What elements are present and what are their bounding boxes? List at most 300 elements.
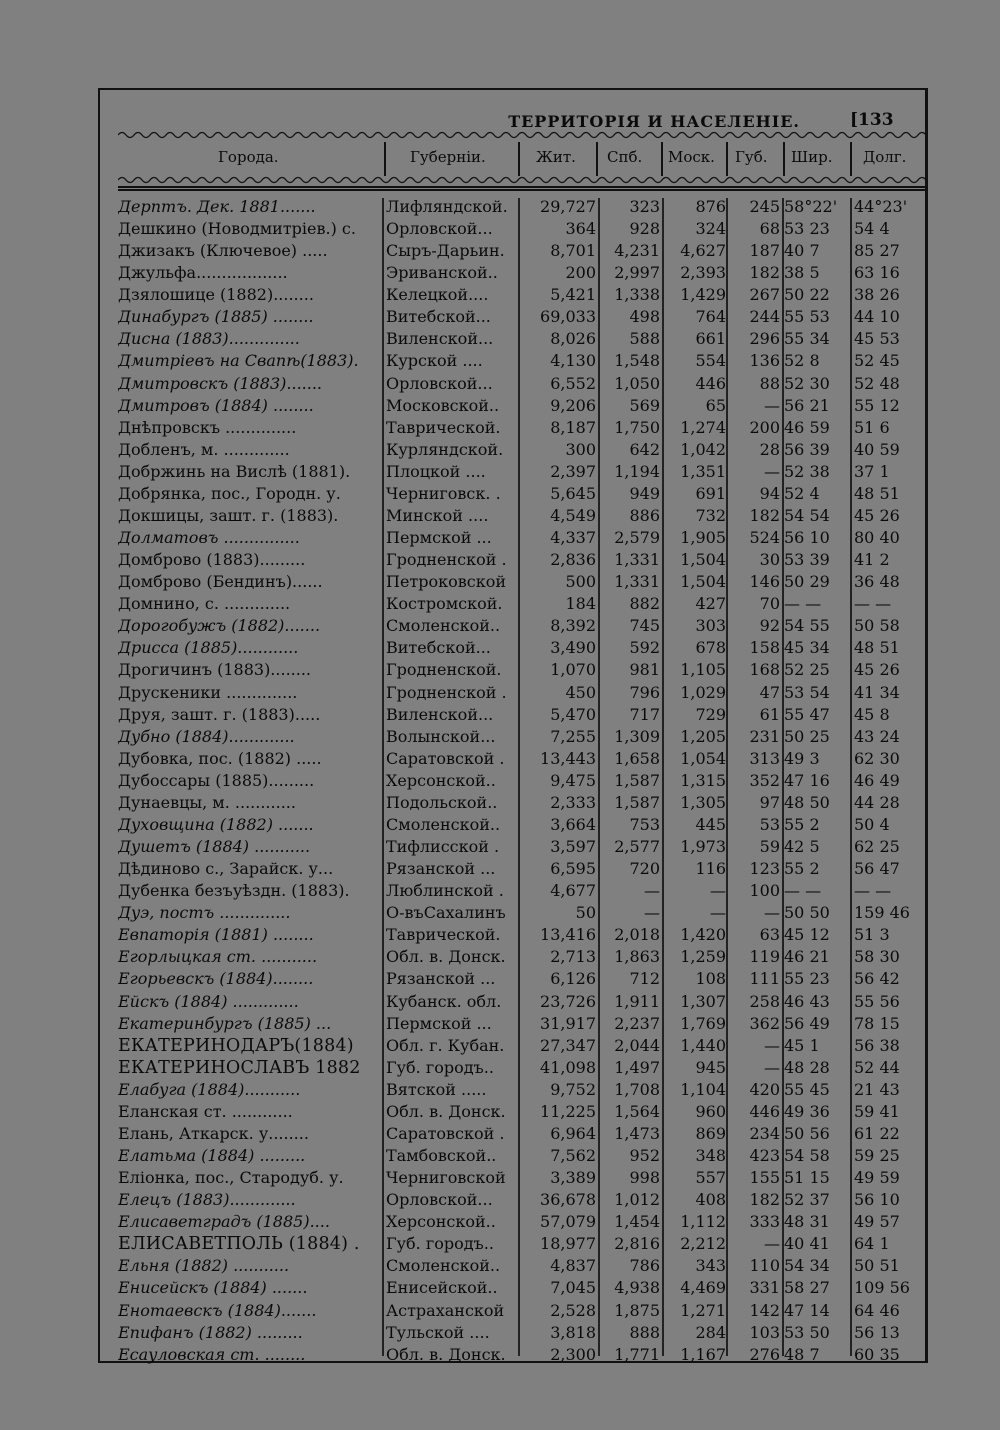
province-cell: Черниговск. . [386,483,501,503]
spb-distance-cell: 1,658 [614,748,660,768]
city-cell: Ейскъ (1884) ............. [118,991,299,1011]
population-cell: 36,678 [540,1190,596,1210]
province-cell: О-въСахалинъ [386,903,506,923]
longitude-cell: 64 1 [854,1234,890,1254]
province-cell: Саратовской . [386,1123,505,1143]
population-cell: 27,347 [540,1035,596,1055]
population-cell: 31,917 [540,1013,596,1033]
spb-distance-cell: 949 [629,483,660,503]
latitude-cell: 48 31 [784,1212,830,1232]
latitude-cell: 54 34 [784,1256,830,1276]
moscow-distance-cell: 116 [695,859,726,879]
table-row [100,968,930,990]
latitude-cell: 46 43 [784,991,830,1011]
table-row [100,1211,930,1233]
population-cell: 2,528 [550,1300,596,1320]
table-row [100,483,930,505]
moscow-distance-cell: 1,905 [680,528,726,548]
longitude-cell: 50 58 [854,616,900,636]
table-row [100,1013,930,1035]
province-cell: Астраханской [386,1300,505,1320]
longitude-cell: 54 4 [854,219,890,239]
longitude-cell: 40 59 [854,439,900,459]
latitude-cell: 46 59 [784,417,830,437]
longitude-cell: 48 51 [854,483,900,503]
moscow-distance-cell: 445 [695,814,726,834]
table-row [100,1123,930,1145]
province-cell: Черниговской [386,1168,506,1188]
population-cell: 8,701 [550,241,596,261]
moscow-distance-cell: 764 [695,307,726,327]
spb-distance-cell: 2,816 [614,1234,660,1254]
spb-distance-cell: 1,708 [614,1079,660,1099]
table-row [100,1189,930,1211]
population-cell: 57,079 [540,1212,596,1232]
gub-distance-cell: — [764,461,780,481]
gub-distance-cell: 28 [759,439,780,459]
moscow-distance-cell: 661 [695,329,726,349]
population-cell: 5,645 [550,483,596,503]
latitude-cell: 40 41 [784,1234,830,1254]
spb-distance-cell: 1,564 [614,1101,660,1121]
spb-distance-cell: 1,331 [614,572,660,592]
population-cell: 8,026 [550,329,596,349]
city-cell: Дмитріевъ на Свапѣ(1883). [118,351,359,371]
population-cell: 4,837 [550,1256,596,1276]
longitude-cell: 44 28 [854,792,900,812]
moscow-distance-cell: 1,054 [680,748,726,768]
province-cell: Люблинской . [386,881,504,901]
population-cell: 450 [565,682,596,702]
province-cell: Гродненской. [386,660,502,680]
population-cell: 200 [565,263,596,283]
province-cell: Сыръ-Дарьин. [386,241,505,261]
spb-distance-cell: 745 [629,616,660,636]
moscow-distance-cell: 1,205 [680,726,726,746]
page-number: [133 [850,110,894,130]
population-cell: 4,677 [550,881,596,901]
gub-distance-cell: 155 [749,1168,780,1188]
spb-distance-cell: 720 [629,859,660,879]
column-header-row [118,142,928,176]
table-row [100,1322,930,1344]
city-cell: Долматовъ ............... [118,528,300,548]
longitude-cell: 64 46 [854,1300,900,1320]
latitude-cell: 55 23 [784,969,830,989]
longitude-cell: 49 59 [854,1168,900,1188]
city-cell: Дубно (1884)............. [118,726,295,746]
latitude-cell: 50 22 [784,285,830,305]
latitude-cell: 55 34 [784,329,830,349]
population-cell: 7,045 [550,1278,596,1298]
province-cell: Гродненской . [386,682,507,702]
latitude-cell: 58 27 [784,1278,830,1298]
gub-distance-cell: 136 [749,351,780,371]
table-row [100,637,930,659]
gub-distance-cell: 30 [759,550,780,570]
spb-distance-cell: — [644,881,660,901]
latitude-cell: 53 50 [784,1322,830,1342]
col-header-gub: Губ. [735,148,768,166]
moscow-distance-cell: 691 [695,483,726,503]
gub-distance-cell: 524 [749,528,780,548]
latitude-cell: 52 37 [784,1190,830,1210]
spb-distance-cell: 753 [629,814,660,834]
moscow-distance-cell: 1,769 [680,1013,726,1033]
gub-distance-cell: 333 [749,1212,780,1232]
col-header-population: Жит. [536,148,576,166]
table-row [100,902,930,924]
longitude-cell: 46 49 [854,770,900,790]
city-cell: Друскеники .............. [118,682,298,702]
table-row [100,704,930,726]
moscow-distance-cell: 1,112 [680,1212,726,1232]
gub-distance-cell: 313 [749,748,780,768]
latitude-cell: — — [784,881,822,901]
province-cell: Смоленской.. [386,1256,501,1276]
city-cell: Домброво (Бендинъ)...... [118,572,323,592]
longitude-cell: 52 45 [854,351,900,371]
latitude-cell: 45 34 [784,638,830,658]
spb-distance-cell: 1,587 [614,792,660,812]
longitude-cell: 78 15 [854,1013,900,1033]
province-cell: Орловской... [386,373,493,393]
province-cell: Вятской ..... [386,1079,487,1099]
table-row [100,1079,930,1101]
gub-distance-cell: 111 [749,969,780,989]
gub-distance-cell: 267 [749,285,780,305]
table-row [100,395,930,417]
moscow-distance-cell: 324 [695,219,726,239]
province-cell: Плоцкой .... [386,461,486,481]
province-cell: Рязанской ... [386,969,496,989]
city-cell: Дмитровъ (1884) ........ [118,395,314,415]
gub-distance-cell: 446 [749,1101,780,1121]
latitude-cell: 49 3 [784,748,820,768]
latitude-cell: — — [784,594,822,614]
moscow-distance-cell: 960 [695,1101,726,1121]
population-cell: 8,187 [550,417,596,437]
spb-distance-cell: 1,473 [614,1123,660,1143]
province-cell: Обл. в. Донск. [386,1344,506,1364]
city-cell: Епифанъ (1882) ......... [118,1322,303,1342]
longitude-cell: 56 38 [854,1035,900,1055]
spb-distance-cell: 1,050 [614,373,660,393]
latitude-cell: 51 15 [784,1168,830,1188]
table-row [100,1145,930,1167]
spb-distance-cell: 2,044 [614,1035,660,1055]
population-cell: 500 [565,572,596,592]
latitude-cell: 53 39 [784,550,830,570]
latitude-cell: 46 21 [784,947,830,967]
moscow-distance-cell: 343 [695,1256,726,1276]
gub-distance-cell: 142 [749,1300,780,1320]
population-cell: 11,225 [540,1101,596,1121]
spb-distance-cell: 1,771 [614,1344,660,1364]
latitude-cell: 50 25 [784,726,830,746]
gub-distance-cell: 68 [759,219,780,239]
col-header-spb: Спб. [607,148,643,166]
table-row [100,1344,930,1366]
latitude-cell: 55 47 [784,704,830,724]
province-cell: Курской .... [386,351,483,371]
spb-distance-cell: 712 [629,969,660,989]
spb-distance-cell: 642 [629,439,660,459]
province-cell: Орловской... [386,1190,493,1210]
latitude-cell: 55 45 [784,1079,830,1099]
moscow-distance-cell: 427 [695,594,726,614]
moscow-distance-cell: 1,042 [680,439,726,459]
moscow-distance-cell: 408 [695,1190,726,1210]
city-cell: Дѣдиново с., Зарайск. у... [118,859,334,879]
table-row [100,1255,930,1277]
province-cell: Витебской... [386,638,491,658]
population-cell: 4,549 [550,505,596,525]
spb-distance-cell: 498 [629,307,660,327]
page-title: ТЕРРИТОРІЯ И НАСЕЛЕНІЕ. [508,112,800,131]
moscow-distance-cell: 284 [695,1322,726,1342]
gub-distance-cell: 276 [749,1344,780,1364]
table-row [100,880,930,902]
longitude-cell: 41 34 [854,682,900,702]
city-cell: Еланская ст. ............ [118,1101,293,1121]
longitude-cell: 55 56 [854,991,900,1011]
spb-distance-cell: 717 [629,704,660,724]
population-cell: 364 [565,219,596,239]
table-row [100,1057,930,1079]
spb-distance-cell: 1,750 [614,417,660,437]
city-cell: Дрисса (1885)............ [118,638,299,658]
population-cell: 3,490 [550,638,596,658]
longitude-cell: 109 56 [854,1278,910,1298]
population-cell: 2,333 [550,792,596,812]
longitude-cell: 45 53 [854,329,900,349]
city-cell: ЕЛИСАВЕТПОЛЬ (1884) . [118,1234,360,1255]
gub-distance-cell: 231 [749,726,780,746]
population-cell: 6,126 [550,969,596,989]
province-cell: Орловской... [386,219,493,239]
spb-distance-cell: 1,497 [614,1057,660,1077]
spb-distance-cell: 1,548 [614,351,660,371]
moscow-distance-cell: 2,212 [680,1234,726,1254]
longitude-cell: 59 25 [854,1146,900,1165]
table-row [100,1233,930,1255]
city-cell: Дуэ, постъ .............. [118,903,291,923]
moscow-distance-cell: 2,393 [680,263,726,283]
population-cell: 2,713 [550,947,596,967]
province-cell: Таврической. [386,925,501,945]
city-cell: Елабуга (1884)........... [118,1079,301,1099]
latitude-cell: 48 28 [784,1057,830,1077]
province-cell: Саратовской . [386,748,505,768]
population-cell: 2,836 [550,550,596,570]
header-wave-rule-bottom [118,175,928,185]
moscow-distance-cell: 348 [695,1146,726,1165]
population-cell: 3,664 [550,814,596,834]
city-cell: Домброво (1883)......... [118,550,306,570]
city-cell: Енотаевскъ (1884)....... [118,1300,317,1320]
moscow-distance-cell: 446 [695,373,726,393]
moscow-distance-cell: 108 [695,969,726,989]
moscow-distance-cell: 1,315 [680,770,726,790]
gub-distance-cell: 53 [759,814,780,834]
spb-distance-cell: 1,863 [614,947,660,967]
table-row [100,770,930,792]
spb-distance-cell: 1,338 [614,285,660,305]
province-cell: Подольской.. [386,792,498,812]
table-row [100,1035,930,1057]
table-row [100,527,930,549]
longitude-cell: 49 57 [854,1212,900,1232]
table-row [100,792,930,814]
spb-distance-cell: 786 [629,1256,660,1276]
province-cell: Таврической. [386,417,501,437]
gub-distance-cell: 63 [759,925,780,945]
city-cell: Дмитровскъ (1883)....... [118,373,323,393]
gub-distance-cell: 119 [749,947,780,967]
city-cell: Елисаветградъ (1885).... [118,1212,330,1232]
spb-distance-cell: 952 [629,1146,660,1165]
population-cell: 7,255 [550,726,596,746]
moscow-distance-cell: 1,167 [680,1344,726,1364]
table-row [100,240,930,262]
col-header-longitude: Долг. [863,148,907,166]
longitude-cell: — — [854,594,892,614]
table-row [100,571,930,593]
table-row [100,1277,930,1299]
province-cell: Витебской... [386,307,491,327]
table-row [100,262,930,284]
col-header-province: Губерніи. [410,148,486,166]
gub-distance-cell: 92 [759,616,780,636]
population-cell: 1,070 [550,660,596,680]
longitude-cell: 50 4 [854,814,890,834]
gub-distance-cell: 59 [759,837,780,857]
latitude-cell: 56 49 [784,1013,830,1033]
province-cell: Минской .... [386,505,489,525]
spb-distance-cell: 981 [629,660,660,680]
longitude-cell: 52 44 [854,1057,900,1077]
city-cell: Егорьевскъ (1884)........ [118,969,314,989]
moscow-distance-cell: 1,420 [680,925,726,945]
gub-distance-cell: 70 [759,594,780,614]
city-cell: Дубовка, пос. (1882) ..... [118,748,322,768]
gub-distance-cell: 146 [749,572,780,592]
gub-distance-cell: 88 [759,373,780,393]
gub-distance-cell: — [764,903,780,923]
longitude-cell: 52 48 [854,373,900,393]
gub-distance-cell: 258 [749,991,780,1011]
table-row [100,991,930,1013]
moscow-distance-cell: 1,429 [680,285,726,305]
latitude-cell: 52 38 [784,461,830,481]
col-header-moscow: Моск. [668,148,715,166]
longitude-cell: 85 27 [854,241,900,261]
latitude-cell: 49 36 [784,1101,830,1121]
spb-distance-cell: 2,577 [614,837,660,857]
spb-distance-cell: 2,579 [614,528,660,548]
longitude-cell: 45 26 [854,505,900,525]
gub-distance-cell: 245 [749,197,780,216]
table-row [100,461,930,483]
province-cell: Губ. городъ.. [386,1057,494,1077]
longitude-cell: 62 30 [854,748,900,768]
moscow-distance-cell: 678 [695,638,726,658]
city-cell: Елецъ (1883)............. [118,1190,296,1210]
gub-distance-cell: — [764,395,780,415]
province-cell: Кубанск. обл. [386,991,502,1011]
city-cell: Добленъ, м. ............. [118,439,290,459]
province-cell: Курляндской. [386,439,504,459]
city-cell: Домнино, с. ............. [118,594,291,614]
province-cell: Московской.. [386,395,500,415]
population-cell: 7,562 [550,1146,596,1165]
longitude-cell: 41 2 [854,550,890,570]
province-cell: Тульской .... [386,1322,490,1342]
header-divider [661,142,663,176]
longitude-cell: 59 41 [854,1101,900,1121]
gub-distance-cell: 100 [749,881,780,901]
province-cell: Костромской. [386,594,503,614]
gub-distance-cell: 234 [749,1123,780,1143]
spb-distance-cell: 1,309 [614,726,660,746]
latitude-cell: 47 16 [784,770,830,790]
gub-distance-cell: 97 [759,792,780,812]
population-cell: 6,964 [550,1123,596,1143]
city-cell: Дорогобужъ (1882)....... [118,616,321,636]
table-row [100,439,930,461]
moscow-distance-cell: 1,351 [680,461,726,481]
col-header-city: Города. [218,148,279,166]
header-divider [850,142,852,176]
gub-distance-cell: 187 [749,241,780,261]
longitude-cell: 45 8 [854,704,890,724]
spb-distance-cell: 4,938 [614,1278,660,1298]
latitude-cell: 54 54 [784,505,830,525]
table-row [100,659,930,681]
table-row [100,946,930,968]
spb-distance-cell: 888 [629,1322,660,1342]
table-row [100,836,930,858]
table-row [100,549,930,571]
city-cell: Дешкино (Новодмитріев.) с. [118,219,356,239]
spb-distance-cell: 1,194 [614,461,660,481]
spb-distance-cell: 1,587 [614,770,660,790]
spb-distance-cell: 1,012 [614,1190,660,1210]
latitude-cell: 45 12 [784,925,830,945]
city-cell: Дрогичинъ (1883)........ [118,660,311,680]
gub-distance-cell: 61 [759,704,780,724]
population-cell: 69,033 [540,307,596,327]
city-cell: Дубенка безъуѣздн. (1883). [118,881,350,901]
latitude-cell: 50 29 [784,572,830,592]
table-row [100,505,930,527]
longitude-cell: 44°23' [854,197,908,216]
province-cell: Енисейской.. [386,1278,498,1298]
spb-distance-cell: 2,997 [614,263,660,283]
population-cell: 8,392 [550,616,596,636]
table-row [100,924,930,946]
province-cell: Тифлисской . [386,837,500,857]
longitude-cell: 48 51 [854,638,900,658]
longitude-cell: 55 12 [854,395,900,415]
latitude-cell: 47 14 [784,1300,830,1320]
table-row [100,1167,930,1189]
moscow-distance-cell: 1,504 [680,572,726,592]
table-row [100,196,930,218]
city-cell: Еліонка, пос., Стародуб. у. [118,1168,344,1188]
longitude-cell: 51 3 [854,925,890,945]
